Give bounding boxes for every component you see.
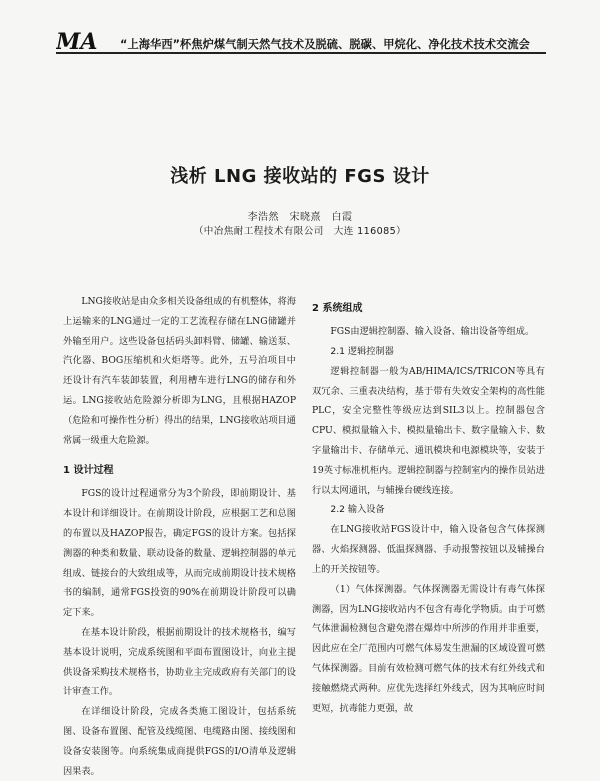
section-2-2-heading: 2.2 输入设备 [330,504,385,516]
article-affiliation: （中冶焦耐工程技术有限公司 大连 116085） [193,226,407,237]
section-1-paragraph-1: FGS的设计过程通常分为3个阶段，即前期设计、基本设计和详细设计。在前期设计阶段，应根据工艺和总图的布置以及HAZOP报告，确定FGS的设计方案。包括探测器的种类和数量、联动设备的数量、逻辑控制器的单元组成、链接台的大致组成等，从而完成前期设计技术规格书的编制，通常FGS投资的90%在前期设计阶段可以确定下来。 [63,488,296,619]
right-column [312,294,545,718]
section-1-heading: 1 设计过程 [63,465,114,477]
section-2-heading: 2 系统组成 [312,303,363,314]
left-column [63,292,296,781]
section-2-2-paragraph-1: 在LNG接收站FGS设计中，输入设备包含气体探测器、火焰探测器、低温探测器、手动报警按钮以及辅操台上的开关按钮等。 [312,524,545,575]
journal-header [0,0,600,60]
intro-paragraph: LNG接收站是由众多相关设备组成的有机整体，将海上运输来的LNG通过一定的工艺流程存储在LNG储罐并外输至用户。这些设备包括码头卸料臂、储罐、输送泵、汽化器、BOG压缩机和火炬塔等。此外，五号泊项目中还设计有汽车装卸装置，利用槽车进行LNG的储存和外运。LNG接收站危险源分析即为LNG，且根据HAZOP（危险和可操作性分析）得出的结果，LNG接收站项目通常属一级重大危险源。 [63,296,296,446]
section-2-paragraph-1: FGS由逻辑控制器、输入设备、输出设备等组成。 [330,326,535,337]
section-1-paragraph-2: 在基本设计阶段，根据前期设计的技术规格书，编写基本设计说明，完成系统图和平面布置图设计，向业主提供设备采购技术规格书，协助业主完成政府有关部门的设计审查工作。 [63,626,296,698]
svg-text:MA: MA [56,30,98,52]
journal-title: “上海华西”杯焦炉煤气制天然气技术及脱硫、脱碳、甲烷化、净化技术技术交流会 [120,38,530,51]
section-2-1-heading: 2.1 逻辑控制器 [330,345,394,357]
section-2-2-paragraph-2: （1）气体探测器。气体探测器无需设计有毒气体探测器，因为LNG接收站内不包含有毒化学物质。由于可燃气体泄漏检测包含避免潜在爆炸中所涉的作用并非重要，因此应在全厂范围内可燃气体易发生泄漏的区域设置可燃气体探测器。目前有效检测可燃气体的技术有红外线式和接触燃烧式两种。应优先选择红外线式，因为其响应时间更短，抗毒能力更强，故 [312,583,545,714]
header-divider [56,52,546,54]
article-title: 浅析 LNG 接收站的 FGS 设计 [170,166,430,187]
section-1-paragraph-3: 在详细设计阶段，完成各类施工图设计，包括系统图、设备布置图、配管及线缆图、电缆路由图、接线图和设备安装图等。向系统集成商提供FGS的I/O清单及逻辑因果表。 [63,706,296,777]
article-authors: 李浩然 宋晓熹 白霞 [247,212,353,223]
section-2-1-paragraph: 逻辑控制器一般为AB/HIMA/ICS/TRICON等具有双冗余、三重表决结构，基于带有失效安全架构的高性能PLC，安全完整性等级应达到SIL3以上。控制器包含CPU、模拟量输入卡、模拟量输出卡、数字量输入卡、数字量输出卡、存储单元、通讯模块和电源模块等，安装于19英寸标准机柜内。逻辑控制器与控制室内的操作员站进行以太网通讯，与辅操台硬线连接。 [312,365,545,496]
journal-logo [56,30,120,52]
